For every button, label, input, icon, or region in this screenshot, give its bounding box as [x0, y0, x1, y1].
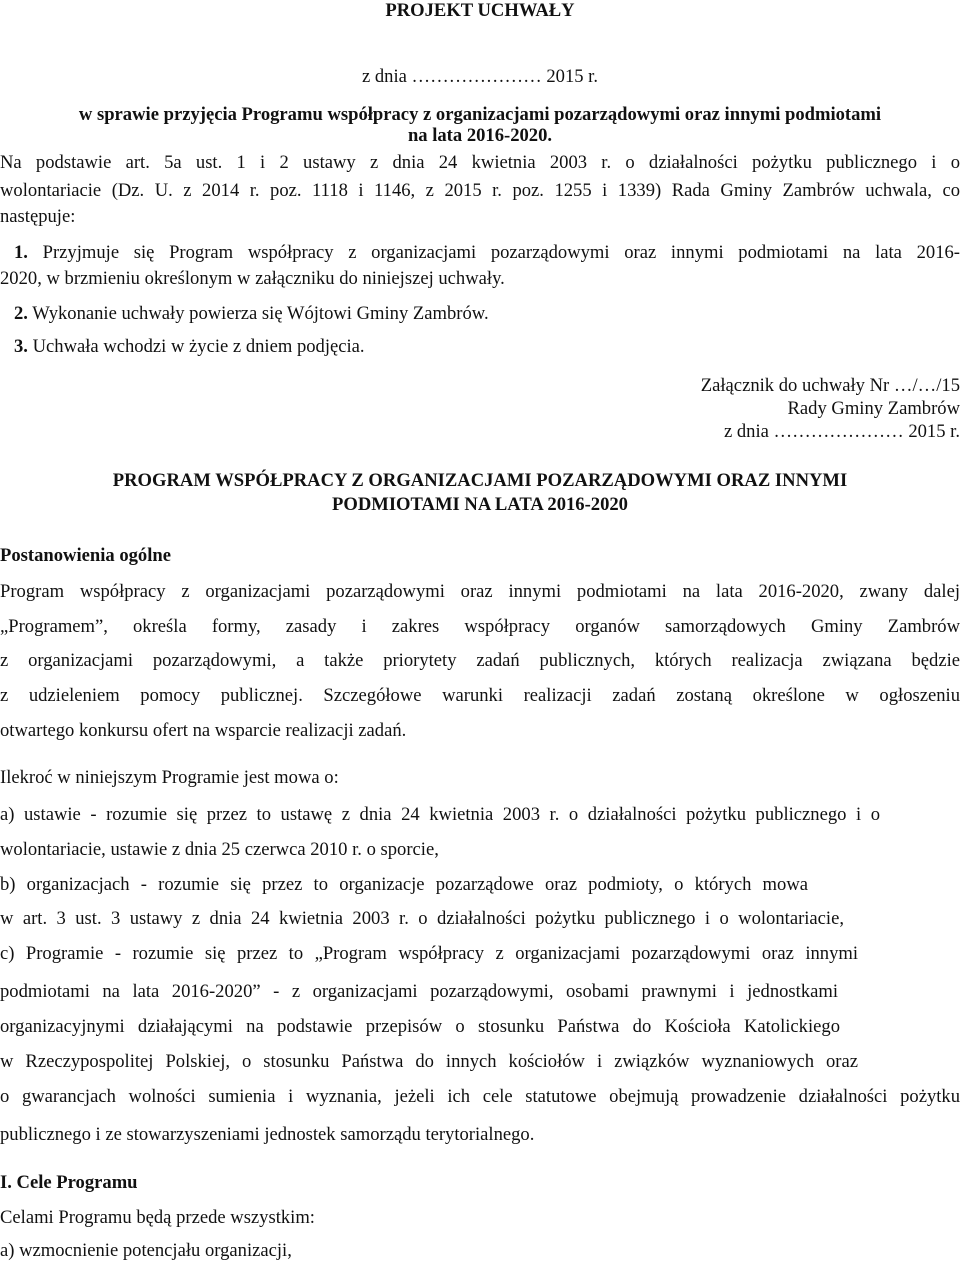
paragraph-1-line-2: 2020, w brzmieniu określonym w załączniku do niniejszej uchwały.: [0, 268, 505, 289]
general-provisions-heading: Postanowienia ogólne: [0, 545, 171, 566]
definition-line-6: podmiotami na lata 2016-2020” - z organizacjami pozarządowymi, osobami prawnymi i jednostkami: [0, 981, 838, 1002]
attachment-line-2: Rady Gminy Zambrów: [787, 398, 960, 419]
definition-line-7: organizacyjnymi działającymi na podstawie przepisów o stosunku Państwa do Kościoła Katolickiego: [0, 1016, 840, 1037]
paragraph-text: Wykonanie uchwały powierza się Wójtowi Gminy Zambrów.: [32, 303, 489, 324]
paragraph-2: [14, 303, 489, 325]
resolution-subject-line-1: w sprawie przyjęcia Programu współpracy z organizacjami pozarządowymi oraz innymi podmiotami: [78, 104, 882, 125]
paragraph-number: 1.: [14, 242, 28, 263]
definition-line-4: w art. 3 ust. 3 ustawy z dnia 24 kwietnia 2003 r. o działalności pożytku publicznego i o wolontariacie,: [0, 908, 844, 929]
goals-intro: Celami Programu będą przede wszystkim:: [0, 1207, 315, 1228]
general-provisions-line-3: z organizacjami pozarządowymi, a także priorytety zadań publicznych, których realizacja związana będzie: [0, 650, 960, 671]
paragraph-text: Uchwała wchodzi w życie z dniem podjęcia.: [32, 336, 365, 357]
paragraph-text: Przyjmuje się Program współpracy z organizacjami pozarządowymi oraz innymi podmiotami na lata 2016-: [42, 242, 960, 263]
definition-line-9: o gwarancjach wolności sumienia i wyznania, jeżeli ich cele statutowe obejmują prowadzenie działalności pożytku: [0, 1086, 960, 1107]
preamble-line-1: Na podstawie art. 5a ust. 1 i 2 ustawy z dnia 24 kwietnia 2003 r. o działalności pożytku publicznego i o: [0, 152, 960, 173]
preamble-line-2: wolontariacie (Dz. U. z 2014 r. poz. 1118 i 1146, z 2015 r. poz. 1255 i 1339) Rada Gminy Zambrów uchwala, co: [0, 180, 960, 201]
definition-line-2: wolontariacie, ustawie z dnia 25 czerwca 2010 r. o sporcie,: [0, 839, 439, 860]
definition-line-5: c) Programie - rozumie się przez to „Program współpracy z organizacjami pozarządowymi oraz innymi: [0, 943, 858, 964]
definition-line-10: publicznego i ze stowarzyszeniami jednostek samorządu terytorialnego.: [0, 1124, 535, 1145]
program-title-line-2: PODMIOTAMI NA LATA 2016-2020: [332, 494, 628, 515]
definition-line-1: a) ustawie - rozumie się przez to ustawę z dnia 24 kwietnia 2003 r. o działalności pożytku publicznego i o: [0, 804, 880, 825]
definition-line-8: w Rzeczypospolitej Polskiej, o stosunku Państwa do innych kościołów i związków wyznaniowych oraz: [0, 1051, 858, 1072]
paragraph-number: 2.: [14, 303, 28, 324]
general-provisions-line-5: otwartego konkursu ofert na wsparcie realizacji zadań.: [0, 720, 407, 741]
attachment-line-3: z dnia ………………… 2015 r.: [723, 421, 960, 442]
general-provisions-line-1: Program współpracy z organizacjami pozarządowymi oraz innymi podmiotami na lata 2016-2020, zwany dalej: [0, 581, 960, 602]
preamble-line-3: następuje:: [0, 206, 76, 227]
definitions-intro: Ilekroć w niniejszym Programie jest mowa o:: [0, 767, 339, 788]
paragraph-3: [14, 336, 365, 358]
attachment-line-1: Załącznik do uchwały Nr …/…/15: [700, 375, 960, 396]
paragraph-1-line-1: [14, 242, 960, 264]
definition-line-3: b) organizacjach - rozumie się przez to organizacje pozarządowe oraz podmioty, o których mowa: [0, 874, 808, 895]
document-title: PROJEKT UCHWAŁY: [385, 0, 575, 21]
paragraph-number: 3.: [14, 336, 28, 357]
program-title-line-1: PROGRAM WSPÓŁPRACY Z ORGANIZACJAMI POZARZĄDOWYMI ORAZ INNYMI: [112, 470, 848, 491]
general-provisions-line-2: „Programem”, określa formy, zasady i zakres współpracy organów samorządowych Gminy Zambrów: [0, 616, 960, 637]
goals-item-a: a) wzmocnienie potencjału organizacji,: [0, 1240, 292, 1261]
general-provisions-line-4: z udzieleniem pomocy publicznej. Szczegółowe warunki realizacji zadań zostaną określone w ogłoszeniu: [0, 685, 960, 706]
resolution-subject-line-2: na lata 2016-2020.: [407, 125, 553, 146]
resolution-date: z dnia ………………… 2015 r.: [361, 66, 599, 87]
goals-heading: I. Cele Programu: [0, 1172, 138, 1193]
